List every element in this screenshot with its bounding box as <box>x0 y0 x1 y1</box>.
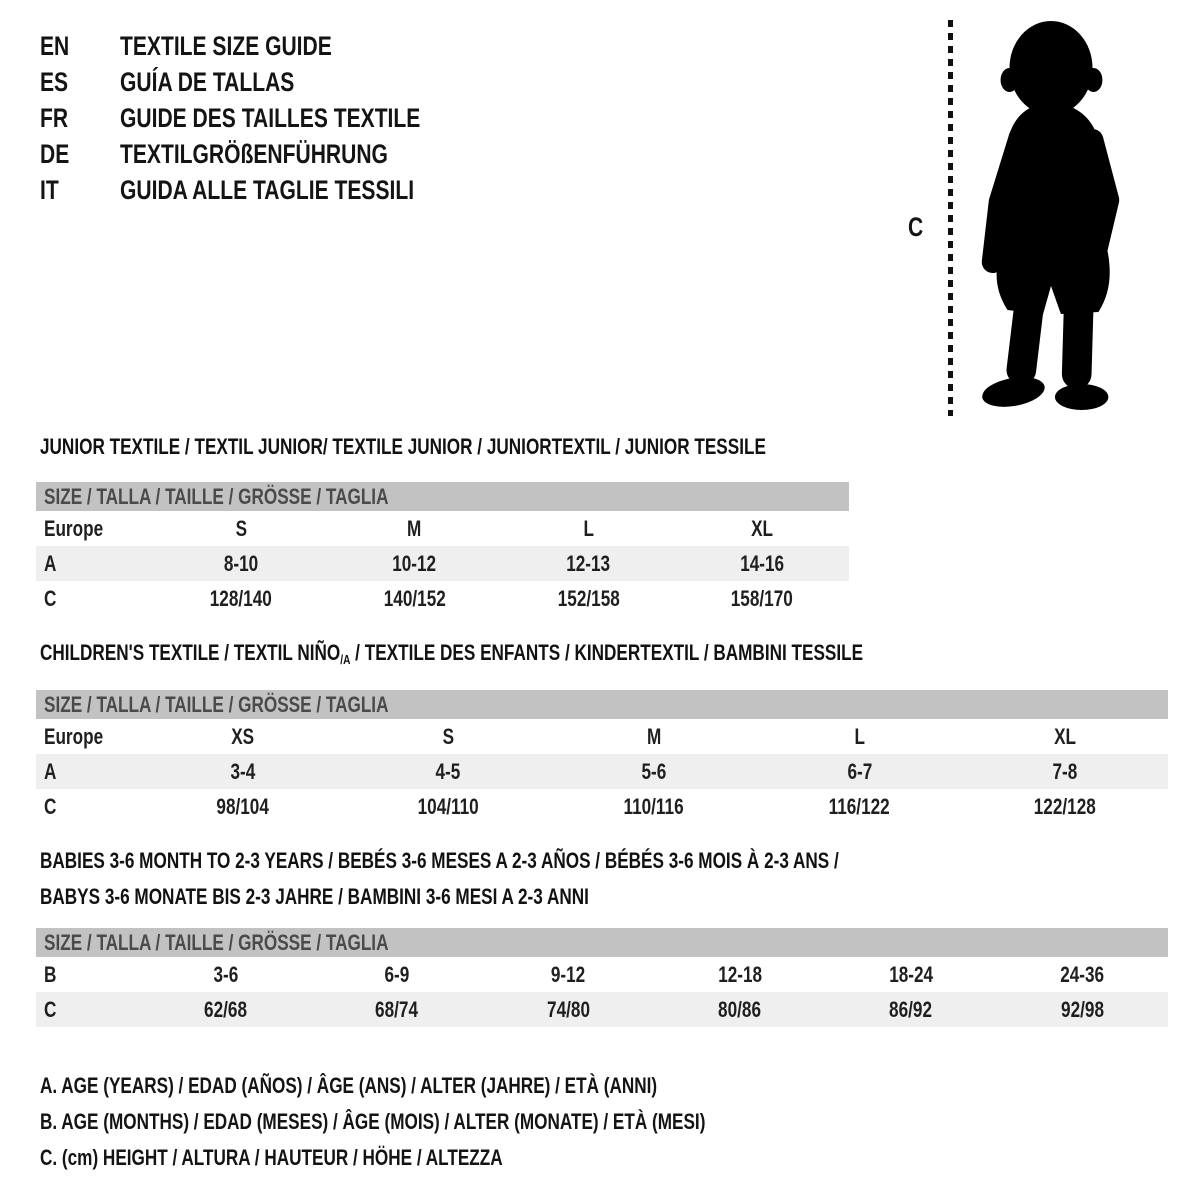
size-cell: L <box>583 515 594 541</box>
table-row <box>36 719 1168 754</box>
size-header-bar: SIZE / TALLA / TAILLE / GRÖSSE / TAGLIA <box>36 928 1168 957</box>
table-row <box>36 992 1168 1027</box>
size-cell: 116/122 <box>829 793 891 819</box>
size-header-bar: SIZE / TALLA / TAILLE / GRÖSSE / TAGLIA <box>36 690 1168 719</box>
junior-size-table <box>36 482 849 616</box>
size-cell: 12-18 <box>717 961 762 987</box>
size-cell: S <box>442 723 455 749</box>
row-label: B <box>44 961 57 987</box>
size-cell: 12-13 <box>566 550 611 576</box>
size-cell: M <box>646 723 662 749</box>
size-cell: 152/158 <box>557 585 620 611</box>
children-section-title: CHILDREN'S TEXTILE / TEXTIL NIÑO/A / TEXTILE DES ENFANTS / KINDERTEXTIL / BAMBINI TESSILE <box>40 640 864 667</box>
size-cell: 110/116 <box>623 793 685 819</box>
size-cell: 5-6 <box>641 758 667 784</box>
row-label: A <box>44 758 57 784</box>
size-cell: 98/104 <box>216 793 270 819</box>
size-cell: L <box>854 723 865 749</box>
measurement-legend <box>40 1068 893 1176</box>
size-cell: 68/74 <box>375 996 419 1022</box>
language-row-fr <box>40 100 505 136</box>
size-cell: 62/68 <box>204 996 248 1022</box>
size-cell: 104/110 <box>417 793 479 819</box>
babies-size-table <box>36 928 1168 1027</box>
height-measure-figure <box>900 0 1160 430</box>
language-code: ES <box>40 66 69 97</box>
size-cell: 18-24 <box>889 961 933 987</box>
size-cell: M <box>407 515 422 541</box>
size-cell: 3-6 <box>213 961 239 987</box>
height-measure-label: C <box>908 212 924 242</box>
size-cell: 6-9 <box>384 961 410 987</box>
legend-line-b: B. AGE (MONTHS) / EDAD (MESES) / ÂGE (MOIS) / ALTER (MONATE) / ETÀ (MESI) <box>40 1109 706 1134</box>
junior-section-title: JUNIOR TEXTILE / TEXTIL JUNIOR/ TEXTILE JUNIOR / JUNIORTEXTIL / JUNIOR TESSILE <box>40 434 766 459</box>
size-cell: 92/98 <box>1060 996 1104 1022</box>
row-label: A <box>44 550 57 576</box>
size-cell: 4-5 <box>435 758 461 784</box>
table-row <box>36 789 1168 824</box>
table-row <box>36 581 849 616</box>
row-label: C <box>44 793 57 819</box>
size-cell: 24-36 <box>1060 961 1105 987</box>
measure-dashed-line <box>948 20 953 416</box>
language-code: DE <box>40 138 70 169</box>
children-size-table <box>36 690 1168 824</box>
language-code: IT <box>40 174 59 205</box>
language-title: GUIDA ALLE TAGLIE TESSILI <box>120 174 415 205</box>
size-cell: 128/140 <box>209 585 272 611</box>
size-cell: XS <box>231 723 255 749</box>
row-label: Europe <box>44 723 104 749</box>
size-cell: 8-10 <box>223 550 259 576</box>
size-cell: 14-16 <box>740 550 785 576</box>
babies-section-title: BABIES 3-6 MONTH TO 2-3 YEARS / BEBÉS 3-6 MESES A 2-3 AÑOS / BÉBÉS 3-6 MOIS À 2-3 ANS / BABYS 3-6 MONATE BIS 2-3 JAHRE / BAMBINI 3-6 MESI A 2-3 ANNI <box>40 848 839 909</box>
size-cell: 10-12 <box>392 550 437 576</box>
size-cell: XL <box>751 515 774 541</box>
language-code: FR <box>40 102 69 133</box>
nino-a-subscript: /A <box>340 652 351 667</box>
toddler-silhouette-icon <box>964 18 1138 418</box>
size-cell: 80/86 <box>718 996 762 1022</box>
language-row-es <box>40 64 505 100</box>
language-code: EN <box>40 30 70 61</box>
size-cell: 158/170 <box>731 585 794 611</box>
language-title: TEXTILGRÖßENFÜHRUNG <box>120 138 388 169</box>
size-header-bar: SIZE / TALLA / TAILLE / GRÖSSE / TAGLIA <box>36 482 849 511</box>
language-row-en <box>40 28 505 64</box>
size-cell: XL <box>1054 723 1077 749</box>
table-row <box>36 546 849 581</box>
size-cell: 6-7 <box>847 758 872 784</box>
row-label: Europe <box>44 515 104 541</box>
legend-line-c: C. (cm) HEIGHT / ALTURA / HAUTEUR / HÖHE / ALTEZZA <box>40 1145 503 1170</box>
size-cell: 122/128 <box>1034 793 1097 819</box>
language-title: TEXTILE SIZE GUIDE <box>120 30 332 61</box>
size-cell: 74/80 <box>546 996 590 1022</box>
language-title: GUIDE DES TAILLES TEXTILE <box>120 102 421 133</box>
language-row-it <box>40 172 505 208</box>
size-cell: 3-4 <box>230 758 256 784</box>
language-title: GUÍA DE TALLAS <box>120 66 295 97</box>
size-cell: 9-12 <box>551 961 586 987</box>
table-row <box>36 957 1168 992</box>
row-label: C <box>44 996 57 1022</box>
table-row <box>36 511 849 546</box>
language-title-list <box>40 28 505 208</box>
legend-line-a: A. AGE (YEARS) / EDAD (AÑOS) / ÂGE (ANS) / ALTER (JAHRE) / ETÀ (ANNI) <box>40 1073 658 1098</box>
row-label: C <box>44 585 57 611</box>
table-row <box>36 754 1168 789</box>
size-cell: S <box>235 515 247 541</box>
size-cell: 140/152 <box>383 585 446 611</box>
language-row-de <box>40 136 505 172</box>
size-cell: 7-8 <box>1052 758 1078 784</box>
size-cell: 86/92 <box>889 996 933 1022</box>
